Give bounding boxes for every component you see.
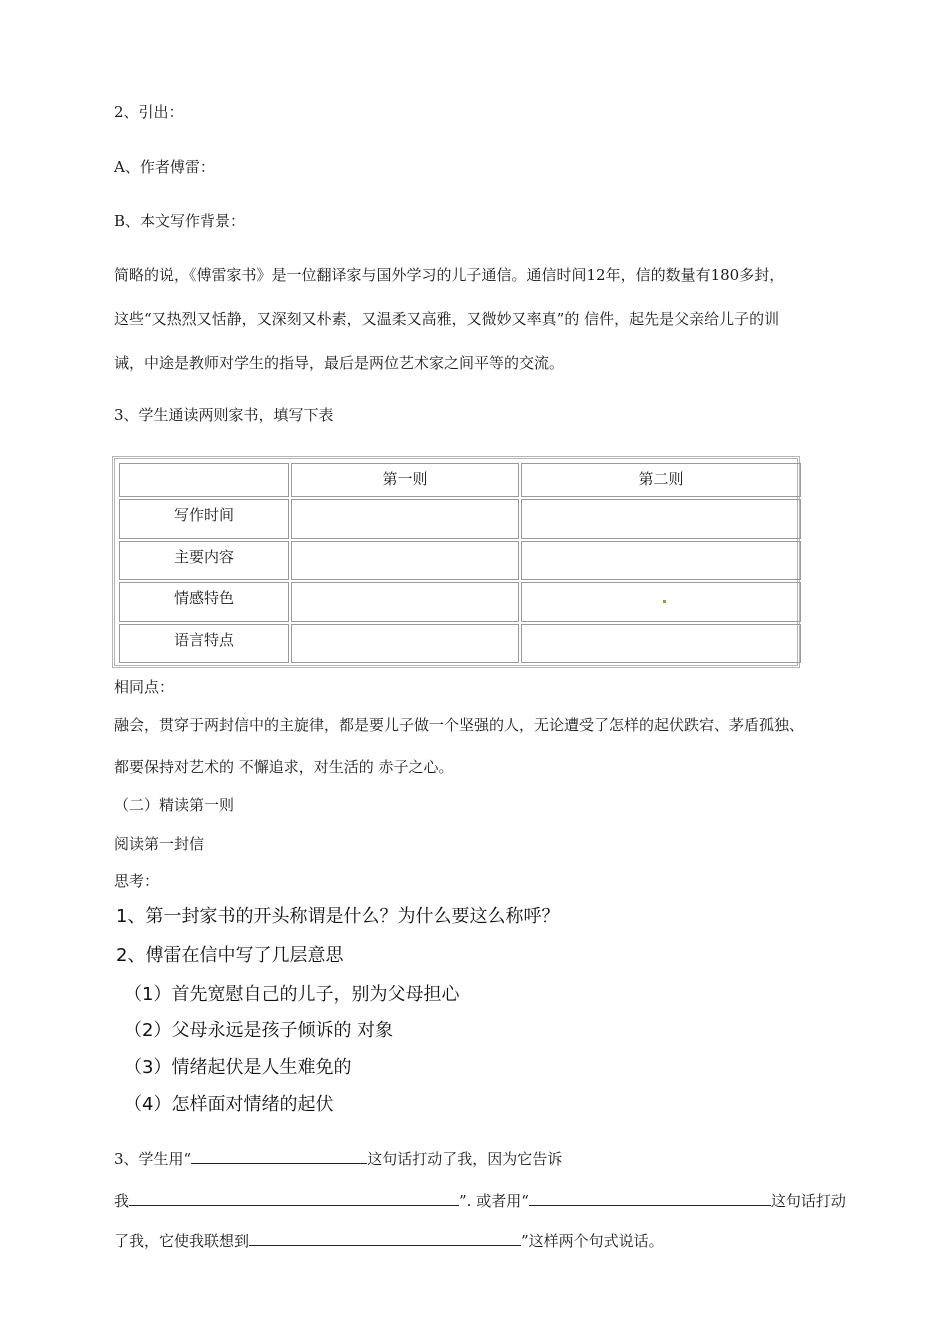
row-label: 语言特点 [119,624,289,664]
common-line: 融会，贯穿于两封信中的主旋律，都是要儿子做一个坚强的人，无论遭受了怎样的起伏跌宕、茅盾孤独、 [114,716,805,734]
point-item: （1）首先宽慰自己的儿子，别为父母担心 [124,984,460,1005]
fill-in-blank[interactable] [191,1147,367,1164]
point-item: （3）情绪起伏是人生难免的 [124,1057,352,1078]
letters-table [112,456,800,668]
q3-text: ”这样两个句式说话。 [521,1232,664,1250]
read-instruction: 阅读第一封信 [114,835,205,853]
common-label: 相同点： [114,678,175,696]
section-3-heading: 3、学生通读两则家书，填写下表 [114,406,334,424]
fill-in-blank[interactable] [529,1189,771,1206]
point-item: （2）父母永远是孩子倾诉的 对象 [124,1020,394,1041]
question-3-line [114,1147,562,1169]
background-paragraph [114,265,884,397]
q3-text: 这句话打动了我，因为它告诉 [367,1150,563,1168]
fill-in-blank[interactable] [249,1229,521,1246]
q3-text: 我 [114,1192,130,1210]
table-header-cell [119,463,289,497]
table-row [119,499,801,539]
row-label: 主要内容 [119,541,289,581]
question-2: 2、傅雷在信中写了几层意思 [116,945,344,966]
common-line: 都要保持对艺术的 不懈追求，对生活的 赤子之心。 [114,758,454,776]
question-3-line [114,1229,664,1251]
table-row [119,541,801,581]
think-label: 思考： [114,872,160,890]
background-line: 简略的说，《傅雷家书》是一位翻译家与国外学习的儿子通信。通信时间12年，信的数量有180多封， [114,266,785,284]
background-heading: B、本文写作背景： [114,212,246,230]
point-item: （4）怎样面对情绪的起伏 [124,1094,334,1115]
q3-text: 了我，它使我联想到 [114,1232,250,1250]
table-cell[interactable] [291,541,519,581]
table-header-cell: 第一则 [291,463,519,497]
table-cell[interactable] [291,499,519,539]
table-cell[interactable] [291,624,519,664]
table-cell[interactable] [521,499,801,539]
table-cell[interactable] [291,582,519,622]
fill-in-blank[interactable] [129,1189,459,1206]
author-heading: A、作者傅雷： [114,158,215,176]
table-cell[interactable] [521,624,801,664]
background-line: 这些“又热烈又恬静，又深刻又朴素，又温柔又高雅，又微妙又率真”的 信件，起先是父亲给儿子的训 [114,310,780,328]
q3-text: 3、学生用“ [114,1150,192,1168]
row-label: 情感特色 [119,582,289,622]
q3-text: 这句话打动 [770,1192,846,1210]
table-cell[interactable] [521,582,801,622]
q3-text: ”. 或者用“ [459,1192,529,1210]
question-3-line [114,1189,846,1211]
row-label: 写作时间 [119,499,289,539]
section-2-heading: 2、引出： [114,103,184,121]
table-header-row [119,463,801,497]
table-row [119,582,801,622]
table-cell[interactable] [521,541,801,581]
speck-mark [663,600,666,603]
table-row [119,624,801,664]
question-1: 1、第一封家书的开头称谓是什么？为什么要这么称呼？ [116,906,560,927]
table-header-cell: 第二则 [521,463,801,497]
part-2-heading: （二）精读第一则 [114,796,235,814]
background-line: 诫，中途是教师对学生的指导，最后是两位艺术家之间平等的交流。 [114,354,565,372]
